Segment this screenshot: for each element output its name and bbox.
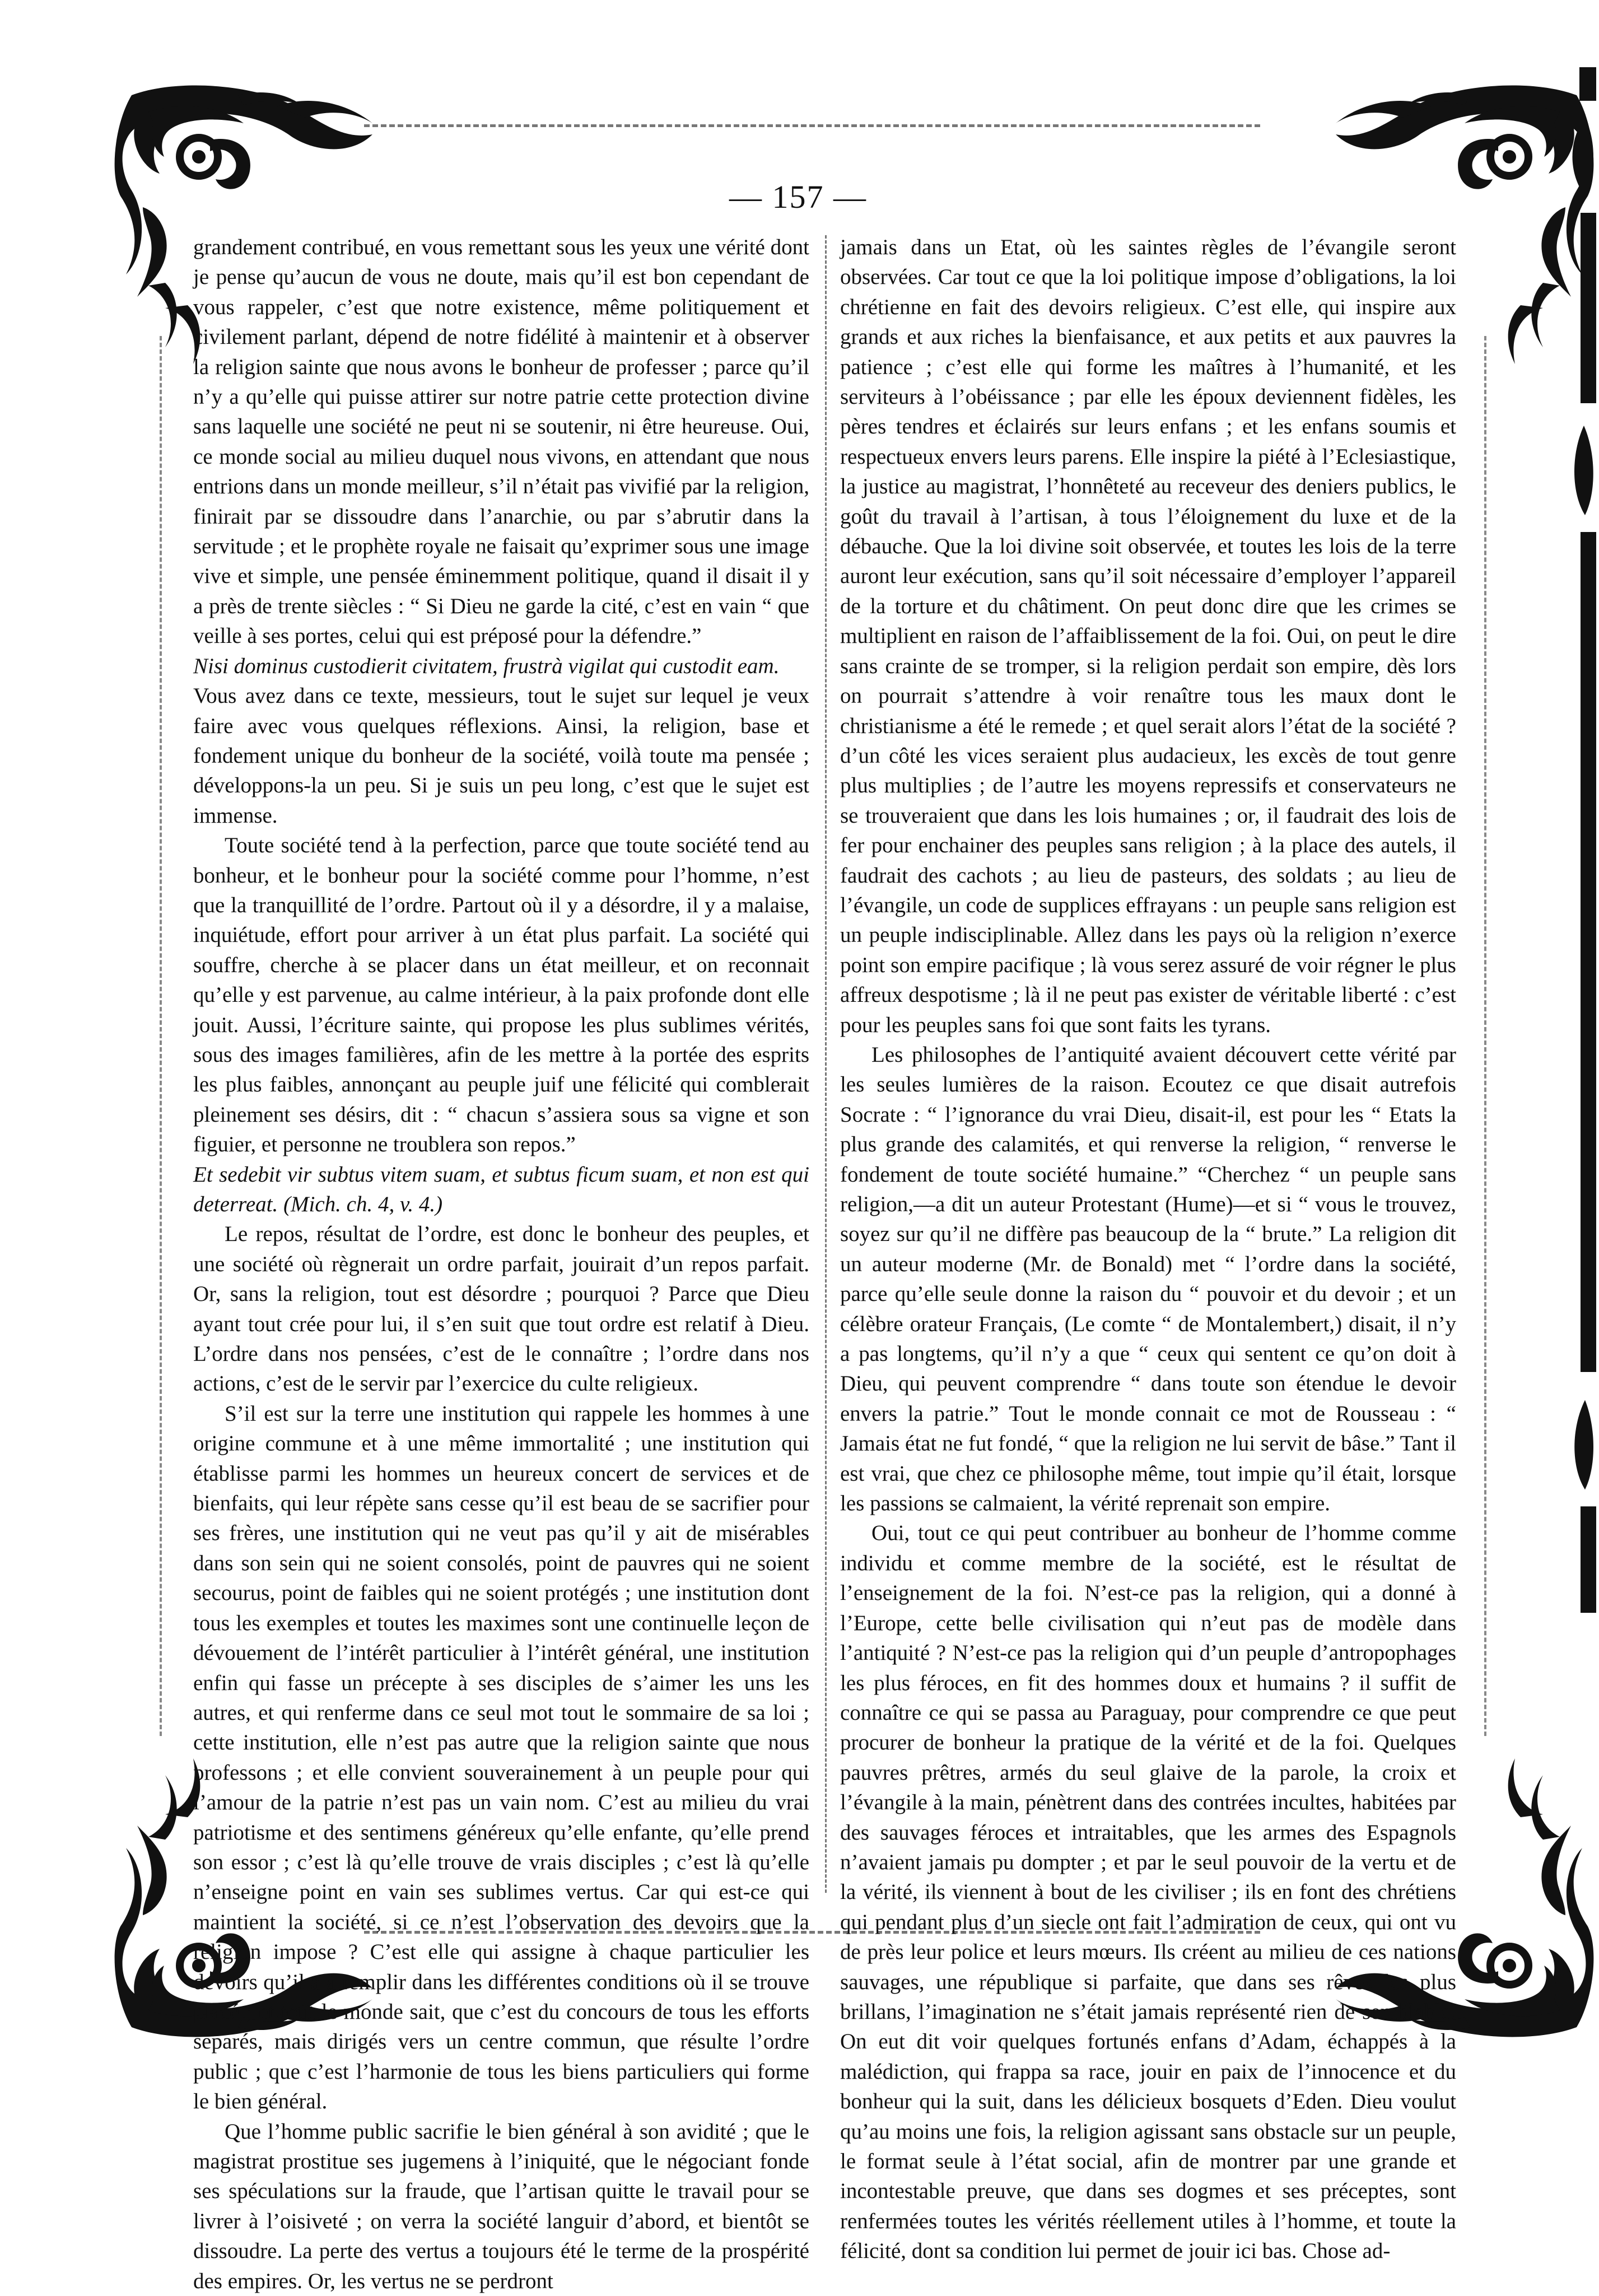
- paragraph: Oui, tout ce qui peut contribuer au bonheur de l’homme comme individu et comme membre de la société, est le résultat de l’enseignement de la foi. N’est-ce pas la religion, qui a donné à l’Europe, cette belle civilisation qui n’eut pas de modèle dans l’antiquité ? N’est-ce pas la religion qui d’un peuple d’antropophages les plus féroces, en fit des hommes doux et humains ? il suffit de connaître ce qui se passa au Paraguay, pour comprendre ce que peut procurer de bonheur la pratique de la vérité et de la foi. Quelques pauvres prêtres, armés du seul glaive de la parole, la croix et l’évangile à la main, pénètrent dans des contrées incultes, habitées par des sauvages féroces et intraitables, que les armes des Espagnols n’avaient jamais pu dompter ; et par le seul pouvoir de la vertu et de la vérité, ils viennent à bout de les civiliser ; ils en font des chrétiens qui pendant plus d’un siecle ont fait l’admiration de ceux, qui ont vu de près leur police et leurs mœurs. Ils créent au milieu de ces nations sauvages, une république si parfaite, que dans ses rêves les plus brillans, l’imagination ne s’était jamais représenté rien de semblable. On eut dit voir quelques fortunés enfans d’Adam, échappés à la malédiction, qui frappa sa race, jouir en paix de l’innocence et du bonheur qui la suit, dans les délicieux bosquets d’Eden. Dieu voulut qu’au moins une fois, la religion agissant sans obstacle sur un peuple, le format seule à l’état social, afin de montrer par une grande et incontestable preuve, que dans ses dogmes et ses préceptes, sont renfermées toutes les vérités réellement utiles à l’homme, et toute la félicité, dont sa condition lui permet de jouir ici bas. Chose ad-: [840, 1521, 1456, 2264]
- latin-quote: [193, 1160, 809, 1220]
- column-divider: [825, 235, 827, 1893]
- paragraph: Toute société tend à la perfection, parce que toute société tend au bonheur, et le bonheur pour la société comme pour l’homme, n’est que la tranquillité de l’ordre. Partout où il y a désordre, il y a malaise, inquiétude, effort pour arriver à un état plus parfait. La société qui souffre, cherche à se placer dans un état meilleur, et on reconnait qu’elle y est parvenue, au calme intérieur, à la paix profonde dont elle jouit. Aussi, l’écriture sainte, qui propose les plus sublimes vérités, sous des images familières, afin de les mettre à la portée des esprits les plus faibles, annonçant au peuple juif une félicité qui comblerait pleinement ses désirs, dit : “ chacun s’assiera sous sa vigne et son figuier, et personne ne troublera son repos.”: [193, 833, 809, 1157]
- adjacent-page-edge: [1568, 67, 1596, 1613]
- citation: (Mich. ch. 4, v. 4.): [283, 1192, 443, 1216]
- right-border-rule: [1484, 336, 1486, 1736]
- text-column-left: [193, 232, 809, 2293]
- top-border-rule: [364, 124, 1260, 127]
- left-border-rule: [160, 336, 162, 1736]
- latin-quote-text: Et sedebit vir subtus vitem suam, et subtus ficum suam, et non est qui deterreat.: [193, 1162, 809, 1216]
- paragraph: Que l’homme public sacrifie le bien général à son avidité ; que le magistrat prostitue ses jugemens à l’iniquité, que le négociant fonde ses spéculations sur la fraude, que l’artisan quitte le travail pour se livrer à l’oisiveté ; on verra la société languir d’abord, et bientôt se dissoudre. La perte des vertus a toujours été le terme de la prospérité des empires. Or, les vertus ne se perdront: [193, 2119, 809, 2293]
- paragraph: Les philosophes de l’antiquité avaient découvert cette vérité par les seules lumières de la raison. Ecoutez ce que disait autrefois Socrate : “ l’ignorance du vrai Dieu, disait-il, est pour les “ Etats la plus grande des calamités, et qui renverse la religion, “ renverse le fondement de toute société humaine.” “Cherchez “ un peuple sans religion,—a dit un auteur Protestant (Hume)—et si “ vous le trouvez, soyez sur qu’il ne diffère pas beaucoup de la “ brute.” La religion dit un auteur moderne (Mr. de Bonald) met “ l’ordre dans la société, parce qu’elle seule donne la raison du “ pouvoir et du devoir ; et un célèbre orateur Français, (Le comte “ de Montalembert,) disait, il n’y a pas longtems, qu’il n’y a que “ ceux qui sentent ce qu’on doit à Dieu, qui peuvent comprendre “ dans toute son étendue le devoir envers la patrie.” Tout le monde connait ce mot de Rousseau : “ Jamais état ne fut fondé, “ que la religion ne lui servit de bâse.” Tant il est vrai, que chez ce philosophe même, tout impie qu’il était, lorsque les passions se calmaient, la vérité reprenait son empire.: [840, 1042, 1456, 1516]
- paragraph: grandement contribué, en vous remettant sous les yeux une vérité dont je pense qu’aucun de vous ne doute, mais qu’il est bon cependant de vous rappeler, c’est que notre existence, même politiquement et civilement parlant, dépend de notre fidélité à maintenir et à observer la religion sainte que nous avons le bonheur de professer ; parce qu’il n’y a qu’elle qui puisse attirer sur notre patrie cette protection divine sans laquelle une société ne peut ni se soutenir, ni être heureuse. Oui, ce monde social au milieu duquel nous vivons, en attendant que nous entrions dans un monde meilleur, s’il n’était pas vivifié par la religion, finirait par se dissoudre dans l’anarchie, ou par s’abrutir dans la servitude ; et le prophète royale ne faisait qu’exprimer sous une image vive et simple, une pensée éminemment politique, quand il disait il y a près de trente siècles : “ Si Dieu ne garde la cité, c’est en vain “ que veille à ses portes, celui qui est préposé pour la défendre.”: [193, 235, 809, 648]
- text-column-right: [840, 232, 1456, 2264]
- scroll-edge-ornament-icon: [1568, 67, 1596, 1613]
- page-number: — 157 —: [729, 179, 867, 215]
- paragraph: Le repos, résultat de l’ordre, est donc le bonheur des peuples, et une société où règnerait un ordre parfait, jouirait d’un repos parfait. Or, sans la religion, tout est désordre ; pourquoi ? Parce que Dieu ayant tout crée pour lui, il s’en suit que tout ordre est relatif à Dieu. L’ordre dans nos pensées, c’est de le connaître ; l’ordre dans nos actions, c’est de le servir par l’exercice du culte religieux.: [193, 1222, 809, 1396]
- paragraph: jamais dans un Etat, où les saintes règles de l’évangile seront observées. Car tout ce que la loi politique impose d’obligations, la loi chrétienne en fait des devoirs religieux. C’est elle, qui inspire aux grands et aux riches la bienfaisance, et aux petits et aux pauvres la patience ; c’est elle qui forme les maîtres à l’humanité, et les serviteurs à l’obéissance ; par elle les époux deviennent fidèles, les pères tendres et éclairés sur leurs enfans ; et les enfans soumis et respectueux envers leurs parens. Elle inspire la piété à l’Eclesiastique, la justice au magistrat, l’honnêteté au receveur des deniers publics, le goût du travail à l’artisan, à tous l’éloignement du luxe et de la débauche. Que la loi divine soit observée, et toutes les lois de la terre auront leur exécution, sans qu’il soit nécessaire d’employer l’appareil de la torture et du châtiment. On peut donc dire que les crimes se multiplient en raison de l’affaiblissement de la foi. Oui, on peut le dire sans crainte de se tromper, si la religion perdait son empire, dès lors on pourrait s’attendre à voir renaître tous les maux dont le christianisme a été le remede ; et quel serait alors l’état de la société ? d’un côté les vices seraient plus audacieux, les excès de tout genre plus multiplies ; de l’autre les moyens repressifs et conservateurs ne se trouveraient que dans les lois humaines ; or, il faudrait des lois de fer pour enchainer des peuples sans religion ; à la place des autels, il faudrait des cachots ; au lieu de pasteurs, des soldats ; au lieu de l’évangile, un code de supplices effrayans : un peuple sans religion est un peuple indisciplinable. Allez dans les pays où la religion n’exerce point son empire pacifique ; là vous serez assuré de voir régner le plus affreux despotisme ; là il ne peut pas exister de véritable liberté : c’est pour les peuples sans foi que sont faits les tyrans.: [840, 235, 1456, 1037]
- latin-quote-text: Nisi dominus custodierit civitatem, frustrà vigilat qui custodit eam.: [193, 654, 780, 678]
- paragraph: Vous avez dans ce texte, messieurs, tout le sujet sur lequel je veux faire avec vous quelques réflexions. Ainsi, la religion, base et fondement unique du bonheur de la société, voilà toute ma pensée ; développons-la un peu. Si je suis un peu long, c’est que le sujet est immense.: [193, 684, 809, 828]
- latin-quote: [193, 651, 809, 681]
- paragraph: S’il est sur la terre une institution qui rappele les hommes à une origine commune et à une même immortalité ; une institution qui établisse parmi les hommes un heureux concert de services et de bienfaits, qui leur répète sans cesse qu’il est beau de se sacrifier pour ses frères, une institution qui ne veut pas qu’il y ait de misérables dans son sein qui ne soient consolés, point de pauvres qui ne soient secourus, point de faibles qui ne soient protégés ; une institution dont tous les exemples et toutes les maximes sont une continuelle leçon de dévouement de l’intérêt particulier à l’intérêt général, une institution enfin qui fasse un précepte à ses disciples de s’aimer les uns les autres, et qui renferme dans ce seul mot tout le sommaire de sa loi ; cette institution, elle n’est pas autre que la religion sainte que nous professons ; et elle convient souverainement à un peuple pour qui l’amour de la patrie n’est pas un vain nom. C’est au milieu du vrai patriotisme et des sentimens généreux qu’elle enfante, qu’elle prend son essor ; c’est là qu’elle trouve de vrais disciples ; c’est là qu’elle n’enseigne point en vain ses sublimes vertus. Car qui est-ce qui maintient la société, si ce n’est l’observation des devoirs que la religion impose ? C’est elle qui assigne à chaque particulier les devoirs qu’il a à remplir dans les différentes conditions où il se trouve placé ; et tout le monde sait, que c’est du concours de tous les efforts séparés, mais dirigés vers un centre commun, que résulte l’ordre public ; que c’est l’harmonie de tous les biens particuliers qui forme le bien général.: [193, 1401, 809, 2114]
